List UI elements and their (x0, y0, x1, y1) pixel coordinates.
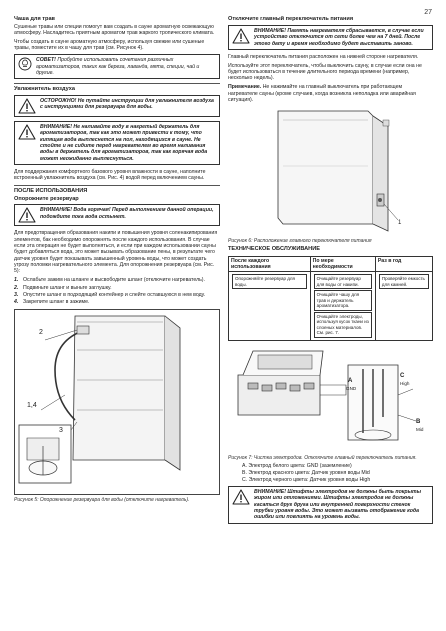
herbs-paragraph-2: Чтобы создать в сауне ароматную атмосферу, используя свежие или сушеные травы, поместите их в чашу для трав (см. Рисунок 4). (14, 39, 205, 52)
after-use-heading: ПОСЛЕ ИСПОЛЬЗОВАНИЯ (14, 187, 88, 194)
warning-icon (232, 28, 250, 44)
caution-box (14, 95, 220, 117)
tip-box (14, 54, 220, 79)
table-cell-text: Очищайте электроды, используя кусок ткани из слоеных материалов. См. рис. 7. (314, 312, 372, 338)
figure-7-label-c: C (400, 372, 405, 379)
step-number: 3. (14, 292, 19, 298)
herbs-paragraph-1: Сушеные травы или специи помогут вам создать в сауне ароматную освежающую атмосферу. Насладитесь приятным ароматом трав жаркого тропического климата. (14, 23, 215, 37)
step-item (14, 292, 220, 298)
figure-7-illustration (228, 345, 433, 453)
note-text: Не нажимайте на главный выключатель при работающем нагревателе сауны (кроме случаев, когда возникла неполадка или аварийная ситуация). (228, 84, 416, 103)
step-text: Опустите шланг в подходящий контейнер и слейте оставшуюся в нем воду. (23, 292, 206, 298)
humidifier-heading: Увлажнитель воздуха (14, 86, 75, 93)
figure-7-label-a: A (348, 377, 353, 384)
step-text: Закрепите шланг в зажиме. (23, 299, 90, 306)
warning-icon (18, 124, 36, 140)
figure-7-caption: Рисунок 7: Чистка электродов. Отключите главный переключатель питания. (228, 454, 417, 461)
electrode-warning-text: ВНИМАНИЕ! Штифты электродов не должны быть покрыты жиром или отложениями. Штифты электродов не должны касаться друг друга или внутренней поверхности стенок трубки уровня воды. Это может вызвать отображение кода ошибки или повлиять на уровень воды. (254, 488, 422, 521)
figure-6-label-1: 1 (398, 219, 402, 226)
figure-5-caption: Рисунок 5: Опорожнение резервуара для воды (отключите нагреватель). (14, 496, 190, 503)
tip-icon (18, 57, 32, 71)
switch-note (228, 84, 433, 103)
electrode-warning (228, 486, 433, 524)
warning-icon (232, 489, 250, 505)
memory-warning-text: ВНИМАНИЕ! Память нагревателя сбрасывается, в случае если устройство отключится от сети более чем на 7 дней. После этого дату и время необходимо будет выставить заново. (254, 27, 424, 47)
attention-text: ВНИМАНИЕ! Не наливайте воду в нагретый держатель для ароматизаторов, так как это может привести к тому, что кипящая вода выплеснется на пол, находящихся в сауне. Не стойте и не сидите перед нагревателем во время наливания воды в держатель для ароматизаторов, так как горячая вода может неожиданно выплеснуться. (40, 124, 208, 162)
memory-warning (228, 25, 433, 50)
figure-7-label-b: B (416, 418, 421, 425)
step-text: Подвиньте шланг и выньте заглушку. (23, 284, 112, 291)
figure-7-label-high: High (400, 380, 410, 386)
figure-7-label-mid: Mid (416, 426, 424, 432)
figure-6 (228, 106, 433, 236)
figure-6-caption: Рисунок 6: Расположение главного переключателя питания (228, 237, 372, 244)
table-cell-text: Опорожняйте резервуар для воды. (232, 274, 307, 289)
table-header: Раз в год (375, 256, 432, 272)
hot-water-text: ВНИМАНИЕ! Вода горячая! Перед выполнением данной операции, подождите пока вода остынет. (40, 207, 214, 220)
tip-text: Пробуйте использовать сочетания различных ароматизаторов, таких как береза, лаванда, мята, специи, чай и другие. (36, 57, 200, 76)
table-header: По мере необходимости (310, 256, 375, 272)
step-number: 1. (14, 277, 19, 284)
switch-paragraph-1: Главный переключатель питания расположен на нижней стороне нагревателя. (228, 53, 419, 60)
herbs-heading: Чаша для трав (14, 16, 55, 22)
drain-steps (14, 277, 220, 305)
step-number: 2. (14, 284, 19, 291)
note-label: Примечание. (228, 84, 262, 91)
figure-5-illustration (15, 310, 219, 494)
figure-7-label-gnd: GND (346, 385, 357, 391)
table-cell-text: Проверяйте емкость для камней. (379, 274, 429, 289)
right-column (228, 16, 433, 528)
figure-5-label-2: 2 (39, 328, 43, 336)
table-cell-text: Очищайте резервуар для воды от накипи. (314, 274, 372, 289)
drain-heading: Опорожните резервуар (14, 195, 79, 202)
left-column (14, 16, 220, 503)
table-cell (229, 272, 311, 340)
step-text: Ослабьте зажим на шланге и высвободите шланг (отключите нагреватель). (23, 277, 205, 284)
step-number: 4. (14, 299, 19, 306)
warning-icon (18, 98, 36, 114)
switch-paragraph-2: Используйте этот переключатель, чтобы выключить сауну, в случае если она не будет использоваться в течение длительного периода времени (например, несколько недель). (228, 62, 422, 82)
maintenance-table (228, 256, 433, 341)
list-item: A. Электрод белого цвета: GND (заземление) (242, 462, 352, 469)
step-item (14, 285, 220, 291)
page-number: 27 (424, 9, 432, 16)
table-cell (310, 272, 375, 340)
table-header: После каждого использования (229, 256, 311, 272)
table-cell-text: Очищайте чашу для трав и держатель ароматизатора. (314, 290, 372, 310)
switch-heading: Отключите главный переключатель питания (228, 16, 354, 22)
tip-label: СОВЕТ! (36, 57, 56, 64)
drain-paragraph: Для предотвращения образования накипи и повышения уровня соленакипирования элементов, бак необходимо опорожнять после каждого использования. В случае если эта операция не будет выполняться, и если при каждом использовании сауны будет добавляться вода, это может вызывать образование пены, в результате чего датчик уровня будет показывать завышенный уровень воды, что может создать угрозу поломки нагревательного элемента. Для опорожнения резервуара (см. Рис. 5): (14, 230, 218, 275)
figure-5-label-3: 3 (59, 426, 63, 434)
divider (14, 83, 220, 84)
figure-5 (14, 309, 220, 495)
figure-5-label-1-4: 1,4 (27, 401, 37, 409)
list-item: C. Электрод черного цвета: Датчик уровня воды High (242, 477, 371, 484)
table-cell (375, 272, 432, 340)
attention-box (14, 121, 220, 165)
hot-water-warning (14, 204, 220, 226)
divider (14, 185, 220, 186)
humidifier-paragraph: Для поддержания комфортного базового уровня влажности в сауне, наполните встроенный увлажнитель воздуха (см. Рис. 4) водой перед включением сауны. (14, 169, 206, 182)
service-heading: ТЕХНИЧЕСКОЕ ОБСЛУЖИВАНИЕ (228, 245, 320, 252)
figure-7 (228, 345, 433, 453)
caution-text: ОСТОРОЖНО! Не путайте инструкции для увлажнителя воздуха с инструкциями для резервуара для воды. (40, 98, 214, 111)
step-item (14, 299, 220, 305)
list-item: B. Электрод красного цвета: Датчик уровня воды Mid (242, 470, 370, 477)
warning-icon (18, 207, 36, 223)
step-item (14, 277, 220, 283)
figure-6-illustration (228, 106, 433, 236)
electrode-list (228, 463, 433, 484)
